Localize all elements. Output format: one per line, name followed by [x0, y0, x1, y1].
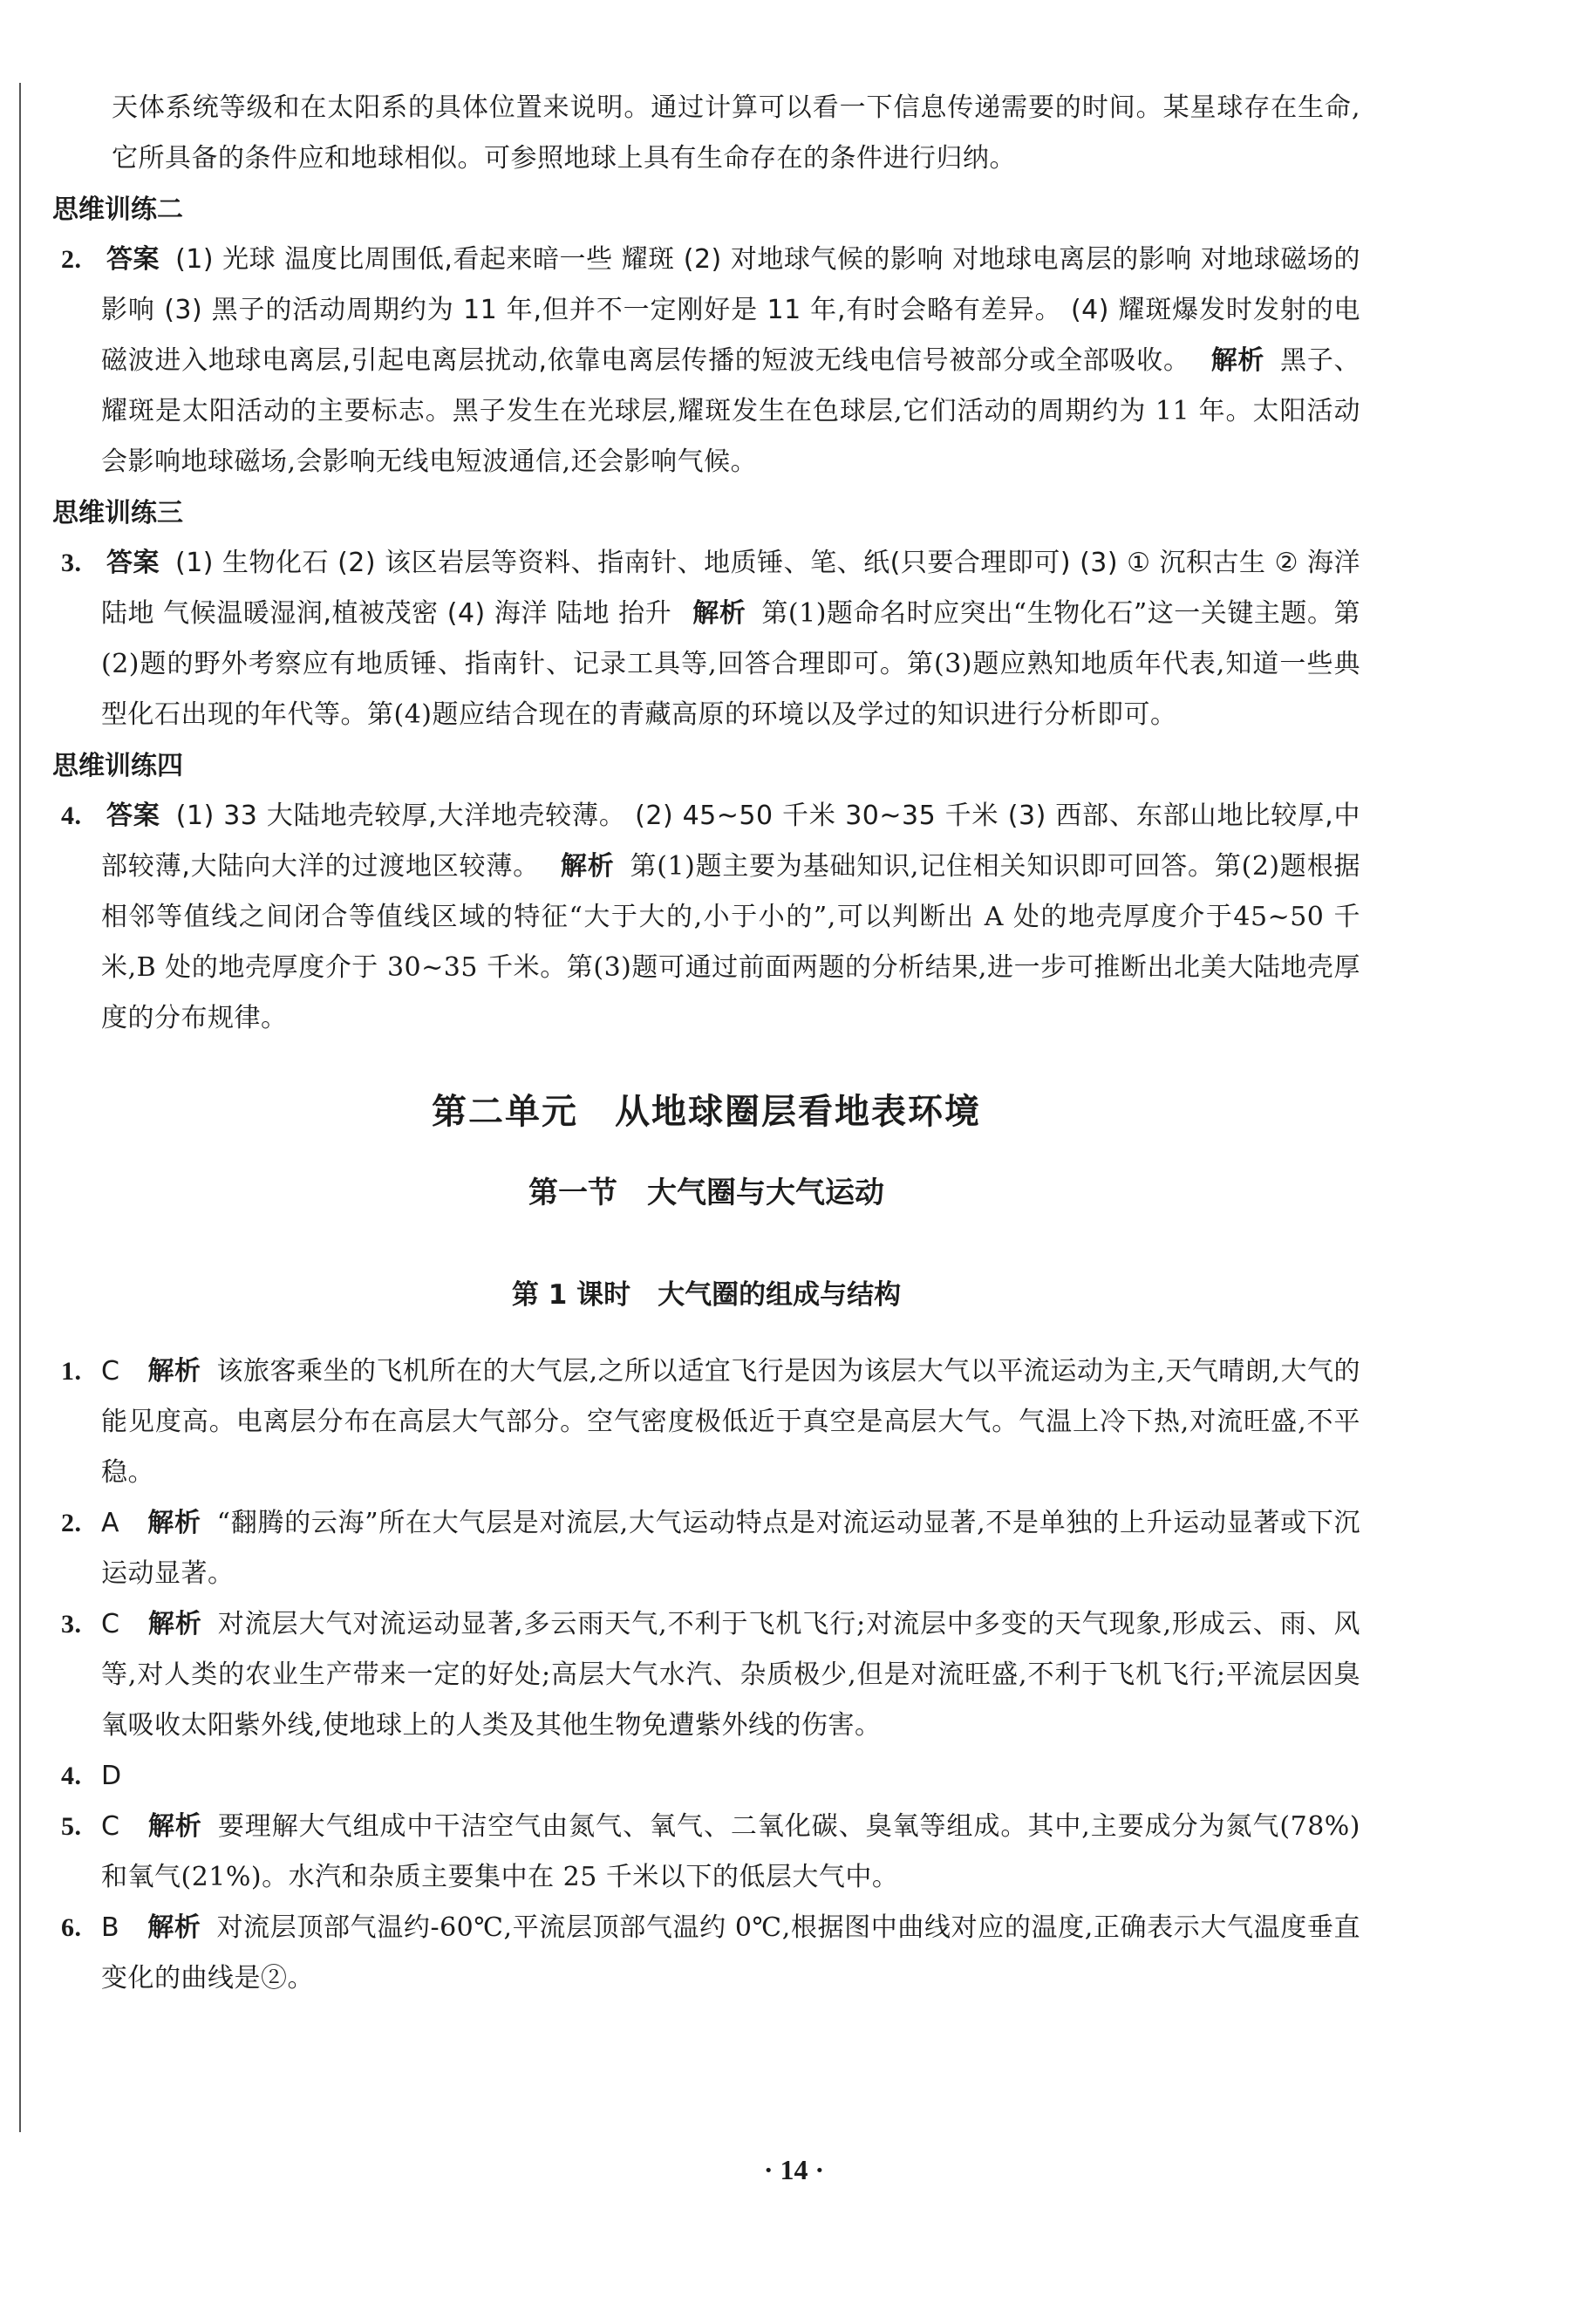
answer-text: (1) 生物化石 (2) 该区岩层等资料、指南针、地质锤、笔、纸(只要合理即可) (3) ① 沉积古生 ② 海洋 陆地 气候温暖湿润,植被茂密 (4) 海洋 陆地 抬升 [101, 548, 1361, 629]
item-number: 4. [61, 801, 82, 830]
intro-paragraph: 天体系统等级和在太阳系的具体位置来说明。通过计算可以看一下信息传递需要的时间。某星球存在生命,它所具备的条件应和地球相似。可参照地球上具有生命存在的条件进行归纳。 [112, 92, 1360, 174]
question-number: 1. [61, 1357, 82, 1386]
page-content [52, 83, 1360, 2004]
section-title: 第一节 大气圈与大气运动 [528, 1176, 884, 1210]
question-list [52, 1346, 1360, 2004]
exercise-item [52, 538, 1360, 740]
analysis-label: 解析 [560, 851, 615, 882]
analysis-text: 第(1)题主要为基础知识,记住相关知识即可回答。第(2)题根据相邻等值线之间闭合等值线区域的特征“大于大的,小于小的”,可以判断出 A 处的地壳厚度介于45~50 千米,B 处的地壳厚度介于 30~35 千米。第(3)题可通过前面两题的分析结果,进一步可推断出北美大陆地壳厚度的分布规律。 [101, 851, 1360, 1033]
question-answer: A [101, 1508, 120, 1538]
analysis-text: 第(1)题命名时应突出“生物化石”这一关键主题。第(2)题的野外考察应有地质锤、指南针、记录工具等,回答合理即可。第(3)题应熟知地质年代表,知道一些典型化石出现的年代等。第(4)题应结合现在的青藏高原的环境以及学过的知识进行分析即可。 [101, 598, 1361, 730]
analysis-label: 解析 [147, 1508, 201, 1538]
question-item [52, 1802, 1360, 1903]
analysis-label: 解析 [692, 598, 746, 629]
question-number: 4. [61, 1762, 82, 1790]
analysis-text: “翻腾的云海”所在大气层是对流层,大气运动特点是对流运动显著,不是单独的上升运动显著或下沉运动显著。 [101, 1508, 1360, 1589]
analysis-label: 解析 [1210, 345, 1265, 376]
exercise-label: 思维训练三 [52, 498, 183, 528]
answer-label: 答案 [106, 244, 160, 275]
exercise-item [52, 791, 1360, 1044]
item-number: 3. [61, 549, 82, 577]
analysis-text: 对流层顶部气温约-60℃,平流层顶部气温约 0℃,根据图中曲线对应的温度,正确表示大气温度垂直变化的曲线是②。 [101, 1912, 1360, 1993]
question-item [52, 1903, 1360, 2004]
lesson-title: 第 1 课时 大气圈的组成与结构 [511, 1279, 902, 1311]
question-number: 5. [61, 1812, 82, 1841]
exercise-block-3 [52, 489, 1360, 740]
question-answer: C [101, 1811, 120, 1842]
margin-rule [19, 83, 21, 2132]
answer-text: (1) 光球 温度比周围低,看起来暗一些 耀斑 (2) 对地球气候的影响 对地球电离层的影响 对地球磁场的影响 (3) 黑子的活动周期约为 11 年,但并不一定刚好是 11 年,有时会略有差异。 (4) 耀斑爆发时发射的电磁波进入地球电离层,引起电离层扰动,依靠电离层传播的短波无线电信号被部分或全部吸收。 [101, 244, 1361, 376]
analysis-text: 该旅客乘坐的飞机所在的大气层,之所以适宜飞行是因为该层大气以平流运动为主,天气晴朗,大气的能见度高。电离层分布在高层大气部分。空气密度极低近于真空是高层大气。气温上冷下热,对流旺盛,不平稳。 [101, 1356, 1361, 1488]
analysis-label: 解析 [147, 1356, 201, 1387]
question-item [52, 1599, 1360, 1751]
item-number: 2. [61, 245, 82, 274]
exercise-item [52, 235, 1360, 487]
analysis-label: 解析 [147, 1811, 202, 1842]
question-number: 3. [61, 1610, 82, 1639]
exercise-block-4 [52, 742, 1360, 1044]
question-answer: D [101, 1761, 122, 1791]
question-answer: B [101, 1912, 120, 1943]
question-item [52, 1346, 1360, 1498]
analysis-text: 对流层大气对流运动显著,多云雨天气,不利于飞机飞行;对流层中多变的天气现象,形成云、雨、风等,对人类的农业生产带来一定的好处;高层大气水汽、杂质极少,但是对流旺盛,不利于飞机飞行;平流层因臭氧吸收太阳紫外线,使地球上的人类及其他生物免遭紫外线的伤害。 [101, 1609, 1361, 1741]
question-number: 2. [61, 1509, 82, 1537]
question-number: 6. [61, 1913, 82, 1942]
question-answer: C [101, 1356, 120, 1387]
page-number: · 14 · [763, 2154, 825, 2185]
exercise-label: 思维训练四 [52, 751, 183, 781]
analysis-label: 解析 [147, 1609, 202, 1639]
question-answer: C [101, 1609, 120, 1639]
analysis-text: 要理解大气组成中干洁空气由氮气、氧气、二氧化碳、臭氧等组成。其中,主要成分为氮气(78%)和氧气(21%)。水汽和杂质主要集中在 25 千米以下的低层大气中。 [101, 1811, 1361, 1892]
exercise-label: 思维训练二 [52, 194, 183, 225]
question-item [52, 1751, 1360, 1802]
answer-label: 答案 [106, 801, 160, 831]
analysis-label: 解析 [147, 1912, 201, 1943]
exercise-block-2 [52, 186, 1360, 487]
analysis-text: 黑子、耀斑是太阳活动的主要标志。黑子发生在光球层,耀斑发生在色球层,它们活动的周期约为 11 年。太阳活动会影响地球磁场,会影响无线电短波通信,还会影响气候。 [101, 345, 1361, 477]
answer-label: 答案 [106, 548, 160, 578]
answer-text: (1) 33 大陆地壳较厚,大洋地壳较薄。 (2) 45~50 千米 30~35 千米 (3) 西部、东部山地比较厚,中部较薄,大陆向大洋的过渡地区较薄。 [101, 801, 1361, 882]
unit-title: 第二单元 从地球圈层看地表环境 [432, 1092, 981, 1132]
question-item [52, 1498, 1360, 1599]
